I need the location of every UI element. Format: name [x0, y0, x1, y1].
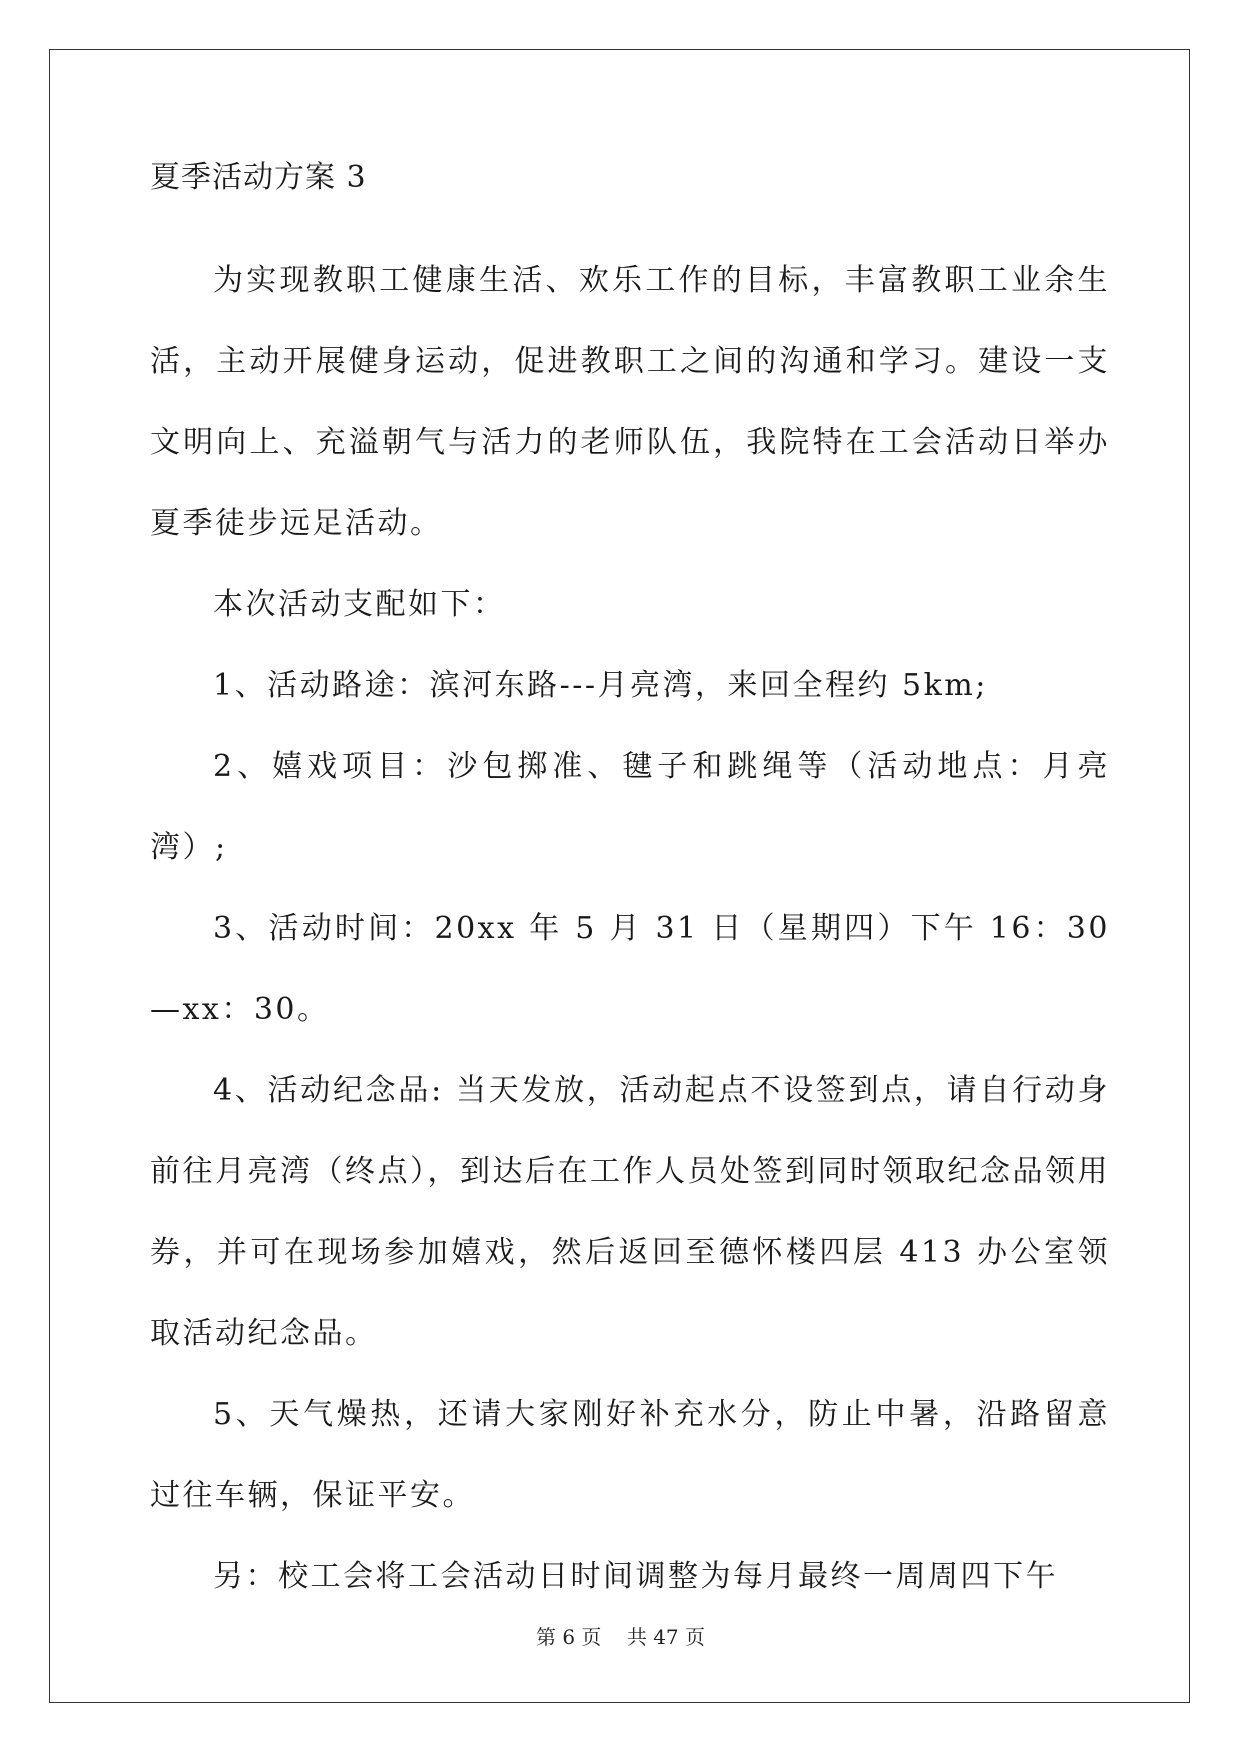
paragraph-item-5: 5、天气燥热，还请大家刚好补充水分，防止中暑，沿路留意过往车辆，保证平安。	[150, 1397, 1110, 1513]
document-heading: 夏季活动方案 3	[150, 160, 367, 195]
paragraph-item-1: 1、活动路途：滨河东路---月亮湾，来回全程约 5km;	[213, 668, 988, 703]
document-body	[150, 160, 1110, 1617]
paragraph-intro: 为实现教职工健康生活、欢乐工作的目标，丰富教职工业余生活，主动开展健身运动，促进教职工之间的沟通和学习。建设一支文明向上、充溢朝气与活力的老师队伍，我院特在工会活动日举办夏季徒步远足活动。	[150, 263, 1110, 541]
paragraph-note: 另：校工会将工会活动日时间调整为每月最终一周周四下午	[213, 1559, 1058, 1594]
paragraph-item-4: 4、活动纪念品: 当天发放，活动起点不设签到点，请自行动身前往月亮湾（终点），到达后在工作人员处签到同时领取纪念品领用券，并可在现场参加嬉戏，然后返回至德怀楼四层 413 办公室领取活动纪念品。	[150, 1073, 1110, 1351]
page-number-footer: 第 6 页 共 47 页	[535, 1625, 706, 1649]
paragraph-item-3: 3、活动时间：20xx 年 5 月 31 日（星期四）下午 16：30—xx：30。	[150, 911, 1110, 1027]
paragraph-item-2: 2、嬉戏项目：沙包掷准、毽子和跳绳等（活动地点：月亮湾）;	[150, 749, 1110, 865]
paragraph-arrangement: 本次活动支配如下：	[213, 587, 506, 622]
